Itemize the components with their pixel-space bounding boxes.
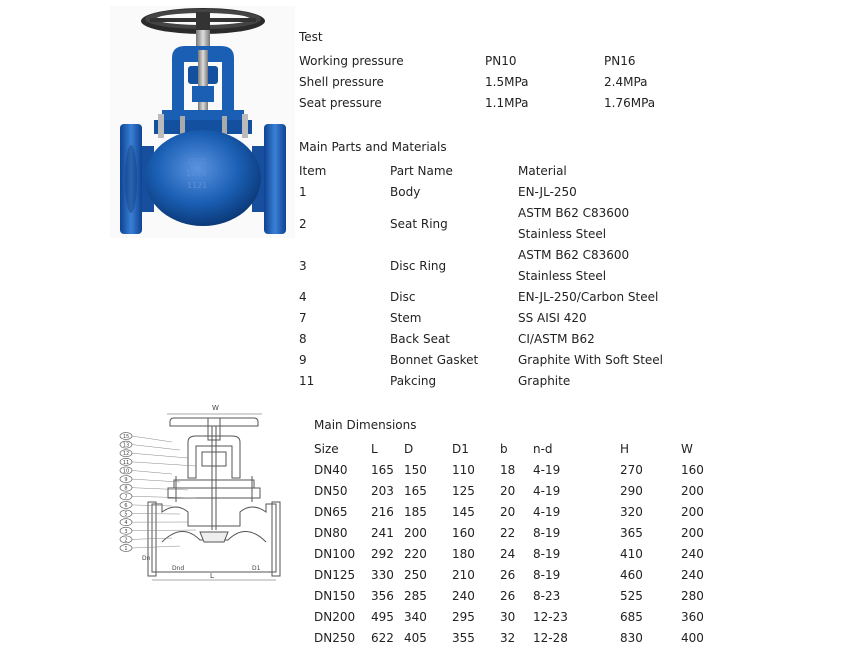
table-row (299, 51, 684, 72)
callout-13 (120, 441, 180, 450)
dim-cell-d: 165 (404, 484, 427, 498)
dim-cell-w: 200 (681, 526, 704, 540)
part-material-line: Stainless Steel (518, 269, 607, 283)
dim-cell-d1: 240 (452, 589, 475, 603)
parts-table (299, 161, 718, 392)
callout-number: 11 (122, 459, 130, 466)
part-item: 9 (299, 353, 307, 367)
dim-cell-b: 26 (500, 568, 516, 582)
part-material: EN-JL-250/Carbon Steel (518, 290, 659, 304)
dim-cell-b: 26 (500, 589, 516, 603)
test-pn16: 1.76MPa (604, 96, 656, 110)
table-row (299, 245, 718, 287)
dim-cell-size: DN50 (314, 484, 348, 498)
callout-number: 9 (124, 477, 128, 484)
table-row (314, 586, 721, 607)
dim-cell-b: 32 (500, 631, 516, 645)
yoke (172, 30, 234, 110)
dim-cell-size: DN40 (314, 463, 348, 477)
globe-valve-illustration (110, 6, 295, 238)
dim-cell-b: 24 (500, 547, 516, 561)
callout-number: 8 (124, 485, 128, 492)
table-row (314, 523, 721, 544)
part-material (518, 245, 718, 287)
dim-cell-d: 220 (404, 547, 427, 561)
casting-mark: 1121 (187, 181, 208, 190)
dim-cell-h: 460 (620, 568, 643, 582)
header-b: b (500, 442, 508, 456)
dim-cell-w: 400 (681, 631, 704, 645)
callout-number: 12 (122, 451, 130, 458)
table-row (299, 72, 684, 93)
part-material: Graphite (518, 374, 571, 388)
dimensions-title: Main Dimensions (314, 418, 417, 432)
header-w: W (681, 442, 693, 456)
callout-1 (120, 545, 180, 553)
part-material-line: ASTM B62 C83600 (518, 206, 630, 220)
dim-cell-h: 830 (620, 631, 643, 645)
dim-cell-w: 240 (681, 568, 704, 582)
table-row (314, 607, 721, 628)
dim-cell-n-d: 4-19 (533, 463, 561, 477)
part-name: Disc (390, 290, 416, 304)
dim-cell-l: 495 (371, 610, 394, 624)
test-table (299, 51, 684, 114)
part-item: 8 (299, 332, 307, 346)
part-item: 11 (299, 374, 315, 388)
dim-cell-h: 320 (620, 505, 643, 519)
dim-w: W (212, 404, 219, 412)
callout-number: 15 (122, 434, 130, 440)
header-h: H (620, 442, 630, 456)
dim-cell-d: 250 (404, 568, 427, 582)
table-row (299, 203, 718, 245)
table-row (314, 502, 721, 523)
table-row (314, 544, 721, 565)
dim-cell-size: DN100 (314, 547, 356, 561)
table-row (299, 93, 684, 114)
dim-cell-h: 525 (620, 589, 643, 603)
dim-cell-h: 270 (620, 463, 643, 477)
dim-cell-d1: 160 (452, 526, 475, 540)
header-d1: D1 (452, 442, 469, 456)
dim-cell-d1: 355 (452, 631, 475, 645)
dim-cell-d1: 110 (452, 463, 475, 477)
header-part-name: Part Name (390, 164, 453, 178)
dim-cell-b: 20 (500, 484, 516, 498)
callout-number: 1 (124, 546, 128, 552)
dim-cell-l: 216 (371, 505, 394, 519)
part-item: 4 (299, 290, 307, 304)
dim-cell-n-d: 8-19 (533, 547, 561, 561)
callout-3 (120, 527, 196, 535)
part-material: EN-JL-250 (518, 185, 577, 199)
dim-cell-w: 200 (681, 505, 704, 519)
dim-cell-d: 150 (404, 463, 427, 477)
table-row (314, 565, 721, 586)
callout-4 (120, 519, 188, 527)
part-material: CI/ASTM B62 (518, 332, 595, 346)
part-material-line: Stainless Steel (518, 227, 607, 241)
part-item: 7 (299, 311, 307, 325)
callout-7 (120, 493, 196, 501)
dim-cell-n-d: 8-23 (533, 589, 561, 603)
test-pn10: 1.1MPa (485, 96, 529, 110)
table-row (314, 460, 721, 481)
dim-cell-b: 20 (500, 505, 516, 519)
dim-cell-n-d: 4-19 (533, 484, 561, 498)
valve-body (145, 130, 261, 226)
dimensions-table (314, 439, 721, 649)
callout-10 (120, 467, 172, 475)
dim-cell-d: 405 (404, 631, 427, 645)
callout-number: 3 (124, 528, 128, 535)
test-pn16: PN16 (604, 54, 636, 68)
table-row (299, 182, 718, 203)
valve-photo (110, 6, 295, 238)
dim-cell-l: 622 (371, 631, 394, 645)
dim-cell-d: 340 (404, 610, 427, 624)
part-name: Seat Ring (390, 216, 448, 231)
dim-dn: Dn (142, 555, 151, 562)
callout-number: 10 (122, 468, 130, 475)
dim-cell-d1: 295 (452, 610, 475, 624)
part-name: Stem (390, 311, 422, 325)
dim-cell-b: 18 (500, 463, 516, 477)
dim-cell-d: 285 (404, 589, 427, 603)
callout-number: 13 (122, 442, 130, 449)
dim-cell-d: 200 (404, 526, 427, 540)
callout-9 (120, 476, 180, 484)
dim-cell-d: 185 (404, 505, 427, 519)
dim-cell-h: 365 (620, 526, 643, 540)
dim-d1: D1 (252, 565, 261, 572)
cross-section-drawing (112, 402, 290, 584)
table-row (299, 350, 718, 371)
part-name: Back Seat (390, 332, 451, 346)
test-label: Working pressure (299, 54, 404, 68)
callout-number: 7 (124, 494, 128, 501)
dim-cell-w: 280 (681, 589, 704, 603)
callout-5 (120, 510, 180, 518)
dim-cell-size: DN65 (314, 505, 348, 519)
callout-6 (120, 501, 172, 509)
dim-cell-n-d: 12-23 (533, 610, 568, 624)
dim-l: L (210, 572, 214, 580)
part-name: Bonnet Gasket (390, 353, 479, 367)
dim-cell-l: 241 (371, 526, 394, 540)
dim-cell-d1: 125 (452, 484, 475, 498)
header-size: Size (314, 442, 339, 456)
dim-cell-n-d: 8-19 (533, 526, 561, 540)
dim-cell-n-d: 8-19 (533, 568, 561, 582)
dim-cell-size: DN125 (314, 568, 356, 582)
part-name: Body (390, 185, 421, 199)
dim-cell-d1: 180 (452, 547, 475, 561)
dim-cell-size: DN200 (314, 610, 356, 624)
dim-cell-d1: 145 (452, 505, 475, 519)
callout-number: 5 (124, 511, 128, 518)
header-l: L (371, 442, 378, 456)
callout-11 (120, 458, 196, 466)
table-row (314, 481, 721, 502)
dim-cell-b: 30 (500, 610, 516, 624)
part-item: 1 (299, 185, 307, 199)
part-item: 2 (299, 216, 307, 231)
callout-number: 6 (124, 502, 128, 509)
dim-cell-l: 203 (371, 484, 394, 498)
header-n-d: n-d (533, 442, 553, 456)
dim-cell-l: 356 (371, 589, 394, 603)
part-name: Disc Ring (390, 258, 447, 273)
part-material (518, 203, 718, 245)
test-label: Seat pressure (299, 96, 382, 110)
test-title: Test (299, 30, 323, 44)
callout-number: 2 (124, 537, 128, 544)
part-name: Pakcing (390, 374, 437, 388)
table-row (299, 308, 718, 329)
callout-list (120, 433, 196, 553)
dim-cell-n-d: 4-19 (533, 505, 561, 519)
dim-cell-l: 330 (371, 568, 394, 582)
dim-cell-w: 200 (681, 484, 704, 498)
dim-cell-size: DN150 (314, 589, 356, 603)
part-material: Graphite With Soft Steel (518, 353, 664, 367)
test-pn16: 2.4MPa (604, 75, 648, 89)
table-row (299, 287, 718, 308)
callout-number: 4 (124, 520, 128, 527)
table-row (299, 371, 718, 392)
dim-cell-size: DN250 (314, 631, 356, 645)
dim-cell-w: 240 (681, 547, 704, 561)
header-item: Item (299, 164, 327, 178)
test-label: Shell pressure (299, 75, 384, 89)
table-header-row (299, 161, 718, 182)
header-d: D (404, 442, 414, 456)
test-pn10: 1.5MPa (485, 75, 529, 89)
dim-cell-d1: 210 (452, 568, 475, 582)
table-row (314, 628, 721, 649)
casting-mark: 1620 (186, 169, 207, 178)
dim-cell-b: 22 (500, 526, 516, 540)
dim-cell-h: 410 (620, 547, 643, 561)
dim-cell-l: 165 (371, 463, 394, 477)
dim-cell-n-d: 12-28 (533, 631, 568, 645)
table-row (299, 329, 718, 350)
dim-cell-w: 160 (681, 463, 704, 477)
dim-dnd: Dnd (172, 565, 185, 572)
valve-section-drawing (112, 402, 290, 584)
part-material: SS AISI 420 (518, 311, 587, 325)
table-header-row (314, 439, 721, 460)
callout-15 (120, 433, 172, 443)
part-material-line: ASTM B62 C83600 (518, 248, 630, 262)
part-item: 3 (299, 258, 307, 273)
dim-cell-w: 360 (681, 610, 704, 624)
parts-title: Main Parts and Materials (299, 140, 447, 154)
test-pn10: PN10 (485, 54, 517, 68)
dim-cell-l: 292 (371, 547, 394, 561)
dim-cell-h: 685 (620, 610, 643, 624)
dim-cell-size: DN80 (314, 526, 348, 540)
casting-mark: GGG (188, 157, 207, 166)
callout-12 (120, 450, 188, 458)
dim-cell-h: 290 (620, 484, 643, 498)
header-material: Material (518, 164, 567, 178)
